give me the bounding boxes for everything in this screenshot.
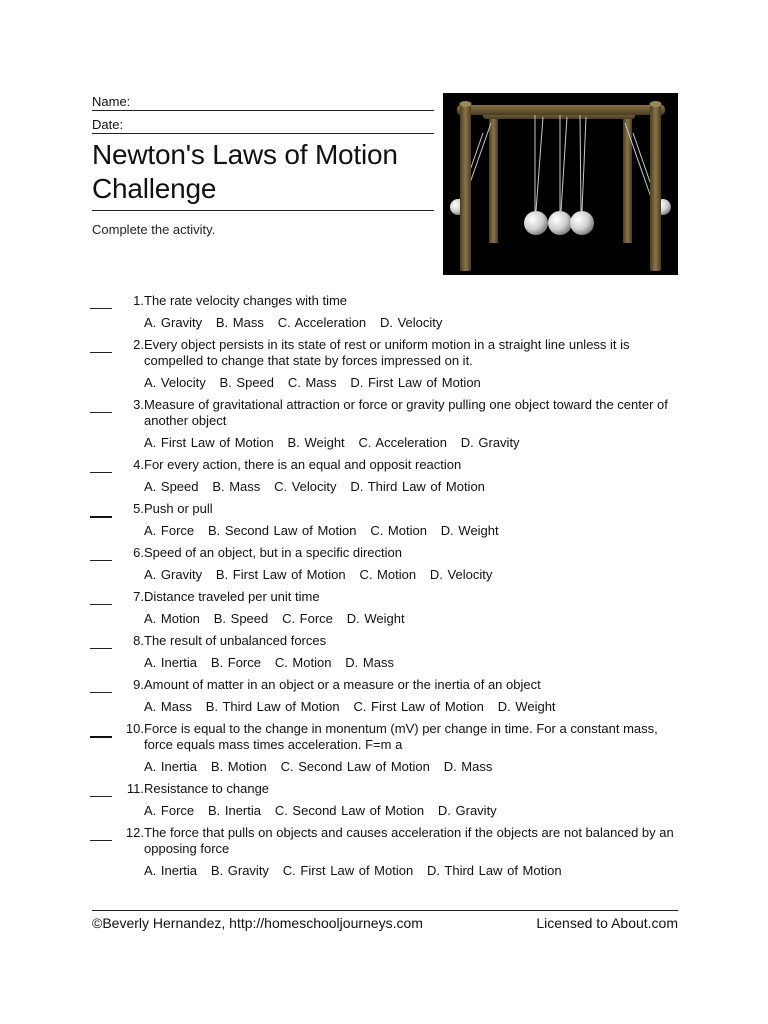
footer-license: Licensed to About.com [536,915,678,931]
name-field[interactable] [92,94,434,111]
question-number: 9. [133,677,144,692]
answer-blank[interactable] [90,781,112,797]
question-number: 5. [133,501,144,516]
question-item [90,825,680,879]
question-item [90,457,680,495]
footer [92,910,678,931]
date-label: Date: [92,117,124,132]
question-item [90,293,680,331]
answer-blank[interactable] [90,589,112,605]
answer-choices: A. Velocity B. Speed C. Mass D. First Law of Motion [144,375,481,390]
question-text: The force that pulls on objects and causes acceleration if the objects are not balanced by an opposing force [144,825,674,856]
answer-choices: A. Motion B. Speed C. Force D. Weight [144,611,405,626]
question-text: Resistance to change [144,781,270,796]
name-label: Name: [92,94,131,109]
date-field[interactable] [92,117,434,134]
question-number: 3. [133,397,144,412]
page-title [92,138,434,211]
newtons-cradle-drawing [443,93,678,275]
answer-blank[interactable] [90,721,112,738]
answer-blank[interactable] [90,677,112,693]
answer-choices: A. Mass B. Third Law of Motion C. First Law of Motion D. Weight [144,699,556,714]
question-number: 4. [133,457,144,472]
question-number: 12. [125,825,144,840]
answer-blank[interactable] [90,397,112,413]
answer-choices: A. Gravity B. Mass C. Acceleration D. Velocity [144,315,443,330]
answer-blank[interactable] [90,545,112,561]
title-line-1: Newton's Laws of Motion [92,139,398,170]
question-number: 1. [133,293,144,308]
question-item [90,721,680,775]
answer-choices: A. Inertia B. Motion C. Second Law of Motion D. Mass [144,759,493,774]
question-text: Amount of matter in an object or a measure or the inertia of an object [144,677,541,692]
question-item [90,677,680,715]
answer-choices: A. First Law of Motion B. Weight C. Acceleration D. Gravity [144,435,520,450]
question-item [90,589,680,627]
answer-choices: A. Force B. Inertia C. Second Law of Motion D. Gravity [144,803,497,818]
answer-choices: A. Force B. Second Law of Motion C. Motion D. Weight [144,523,499,538]
question-number: 7. [133,589,144,604]
question-number: 11. [126,781,144,796]
question-text: The rate velocity changes with time [144,293,348,308]
question-list [90,293,680,885]
question-text: Measure of gravitational attraction or force or gravity pulling one object toward the center of another object [144,397,668,428]
newtons-cradle-image [443,93,678,275]
question-number: 8. [133,633,144,648]
footer-copyright: ©Beverly Hernandez, http://homeschooljourneys.com [92,915,423,931]
question-item [90,545,680,583]
answer-blank[interactable] [90,337,112,353]
question-text: Distance traveled per unit time [144,589,320,604]
answer-blank[interactable] [90,457,112,473]
worksheet-header [92,94,434,237]
question-text: The result of unbalanced forces [144,633,327,648]
question-number: 2. [133,337,144,352]
instructions: Complete the activity. [92,222,216,237]
question-text: For every action, there is an equal and opposit reaction [144,457,462,472]
answer-blank[interactable] [90,293,112,309]
question-text: Force is equal to the change in monentum (mV) per change in time. For a constant mass, force equals mass times acceleration. F=m a [144,721,658,752]
answer-choices: A. Inertia B. Gravity C. First Law of Motion D. Third Law of Motion [144,863,562,878]
question-item [90,633,680,671]
question-item [90,337,680,391]
title-line-2: Challenge [92,173,217,204]
answer-choices: A. Inertia B. Force C. Motion D. Mass [144,655,394,670]
answer-blank[interactable] [90,825,112,841]
question-number: 10. [125,721,144,736]
question-item [90,781,680,819]
answer-choices: A. Speed B. Mass C. Velocity D. Third Law of Motion [144,479,485,494]
question-text: Push or pull [144,501,213,516]
answer-blank[interactable] [90,501,112,518]
question-text: Speed of an object, but in a specific direction [144,545,402,560]
question-number: 6. [133,545,144,560]
answer-blank[interactable] [90,633,112,649]
answer-choices: A. Gravity B. First Law of Motion C. Motion D. Velocity [144,567,493,582]
question-text: Every object persists in its state of rest or uniform motion in a straight line unless it is compelled to change that state by forces impressed on it. [144,337,630,368]
question-item [90,501,680,539]
question-item [90,397,680,451]
